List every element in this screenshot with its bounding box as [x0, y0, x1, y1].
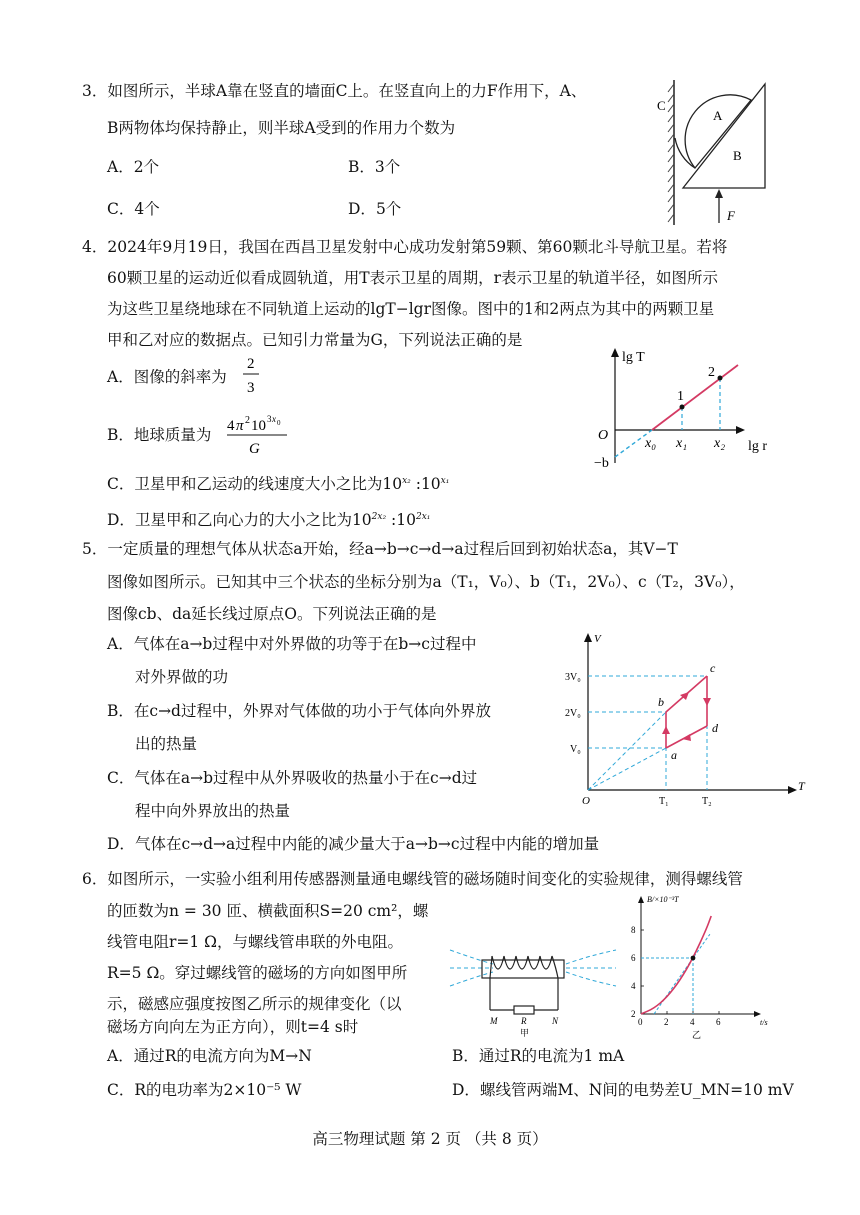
svg-text:3: 3: [267, 414, 272, 424]
q5-ylabel: V: [594, 633, 601, 645]
svg-text:10: 10: [251, 418, 266, 434]
svg-text:0: 0: [277, 419, 281, 427]
q6-stem-line-3: 线管电阻r=1 Ω，与螺线管串联的外电阻。: [107, 933, 404, 951]
q6-yi-ylabel: B/×10⁻³T: [647, 895, 679, 904]
q3-option-c: C．4个: [107, 200, 160, 218]
svg-text:G: G: [249, 441, 260, 457]
q5-label-d: d: [712, 721, 718, 735]
q3-option-d: D．5个: [348, 200, 402, 218]
svg-text:π: π: [236, 418, 244, 434]
q6-figure-yi: [625, 892, 790, 1042]
q4-option-c: C．卫星甲和乙运动的线速度大小之比为$10^{x_2}$ $:10^{x_1}$: [107, 475, 450, 494]
q4-intercept: −b: [594, 456, 609, 471]
q6-option-b: B．通过R的电流为1 mA: [452, 1047, 625, 1065]
q5-t1: T₁: [659, 796, 669, 807]
svg-text:x: x: [272, 414, 276, 424]
q6-option-a: A．通过R的电流方向为M→N: [107, 1047, 312, 1065]
q3-label-b: B: [733, 148, 742, 163]
q6-yi-xlabel: t/s: [760, 1018, 768, 1027]
q4-stem-line-2: 60颗卫星的运动近似看成圆轨道，用T表示卫星的周期，r表示卫星的轨道半径，如图所示: [107, 269, 718, 287]
q4-number: 4．: [82, 238, 108, 256]
q5-origin: O: [582, 795, 590, 807]
q5-label-c: c: [710, 661, 716, 675]
q6-figure-jia: [448, 938, 618, 1038]
q6-yi-curve: [641, 916, 711, 1014]
q6-yi-ytick-4: 4: [631, 981, 636, 991]
q6-yi-ytick-2: 2: [631, 1009, 636, 1019]
svg-text:2: 2: [245, 415, 250, 426]
q6-number: 6．: [82, 870, 108, 888]
q4-option-b: B．地球质量为: [107, 426, 212, 444]
q6-label-m: M: [490, 1016, 498, 1026]
q6-yi-ytick-6: 6: [631, 953, 636, 963]
q5-option-a: A．气体在a→b过程中对外界做的功等于在b→c过程中: [107, 635, 477, 653]
q6-yi-xtick-0: 0: [638, 1017, 643, 1027]
q4-stem-line-3: 为这些卫星绕地球在不同轨道上运动的lgT−lgr图像。图中的1和2两点为其中的两颗卫星: [107, 300, 715, 318]
q4-point-1-label: 1: [677, 389, 684, 404]
q4-stem-line-4: 甲和乙对应的数据点。已知引力常量为G，下列说法正确的是: [107, 331, 523, 349]
q4-ylabel: lg T: [622, 350, 645, 365]
q4-graph: [590, 345, 780, 475]
q3-number: 3．: [82, 82, 108, 100]
q6-option-d: D．螺线管两端M、N间的电势差U_MN=10 mV: [452, 1081, 794, 1099]
q5-option-b: B．在c→d过程中，外界对气体做的功小于气体向外界放: [107, 702, 491, 720]
q4-line: [652, 365, 738, 430]
q4-x1: x₁: [676, 436, 688, 451]
q5-v3: 3V₀: [565, 672, 581, 683]
q6-yi-caption: 乙: [692, 1030, 702, 1040]
q4-option-a-fraction: [240, 352, 264, 400]
q4-x0: x₀: [645, 436, 657, 451]
q6-caption-jia: 甲: [520, 1028, 530, 1038]
q4-option-b-fraction: [225, 410, 295, 460]
q4-point-1: [680, 405, 685, 410]
q6-yi-xtick-4: 4: [690, 1017, 695, 1027]
q6-label-n: N: [552, 1016, 559, 1026]
q5-stem-line-3: 图像cb、da延长线过原点O。下列说法正确的是: [107, 605, 437, 623]
q6-resistor: [514, 1006, 534, 1014]
svg-text:2: 2: [247, 356, 255, 372]
q6-yi-xtick-6: 6: [716, 1017, 721, 1027]
q6-yi-point-t4: [691, 956, 696, 961]
q5-t2: T₂: [702, 796, 712, 807]
q6-label-r: R: [521, 1016, 527, 1026]
q3-stem-line-2: B两物体均保持静止，则半球A受到的作用力个数为: [107, 119, 456, 137]
q4-origin: O: [598, 428, 609, 443]
q5-stem-line-1: 5．一定质量的理想气体从状态a开始，经a→b→c→d→a过程后回到初始状态a，其V−T: [82, 540, 678, 558]
q5-option-c: C．气体在a→b过程中从外界吸收的热量小于在c→d过: [107, 769, 478, 787]
q4-x2: x₂: [714, 436, 726, 451]
q5-graph: [560, 628, 810, 808]
page-footer: 高三物理试题 第 2 页 （共 8 页）: [312, 1130, 548, 1148]
q3-option-b: B．3个: [348, 158, 401, 176]
q5-v1: V₀: [570, 744, 581, 755]
q5-stem-line-2: 图像如图所示。已知其中三个状态的坐标分别为a（T₁，V₀）、b（T₁，2V₀）、c（T₂，3V₀），: [107, 573, 745, 591]
q5-option-d: D．气体在c→d→a过程中内能的减少量大于a→b→c过程中内能的增加量: [107, 835, 600, 853]
q4-point-2: [718, 376, 723, 381]
q3-stem-line-1: 3．如图所示，半球A靠在竖直的墙面C上。在竖直向上的力F作用下，A、: [82, 82, 587, 100]
q3-label-a: A: [713, 108, 723, 123]
q5-xlabel: T: [798, 779, 805, 793]
q4-option-a: A．图像的斜率为: [107, 368, 227, 386]
q6-stem-line-1: 6．如图所示，一实验小组利用传感器测量通电螺线管的磁场随时间变化的实验规律，测得螺线管: [82, 870, 743, 888]
q6-yi-ytick-8: 8: [631, 925, 636, 935]
q5-label-a: a: [671, 748, 677, 762]
svg-text:4: 4: [227, 418, 235, 434]
q4-point-2-label: 2: [708, 365, 715, 380]
q5-option-c-cont: 程中向外界放出的热量: [135, 802, 291, 820]
q6-stem-line-5: 示，磁感应强度按图乙所示的规律变化（以: [107, 995, 402, 1013]
q3-wall-label: C: [657, 98, 666, 113]
q5-option-a-cont: 对外界做的功: [135, 668, 229, 686]
q3-option-a: A．2个: [107, 158, 160, 176]
q3-force-label: F: [727, 208, 735, 223]
svg-text:3: 3: [247, 380, 255, 396]
q5-number: 5．: [82, 540, 108, 558]
q5-v2: 2V₀: [565, 708, 581, 719]
q3-wedge-b: [683, 84, 765, 188]
q4-stem-line-1: 4．2024年9月19日，我国在西昌卫星发射中心成功发射第59颗、第60颗北斗导航卫星。若将: [82, 238, 728, 256]
q4-xlabel: lg r: [748, 439, 768, 454]
q4-option-d: D．卫星甲和乙向心力的大小之比为$10^{2x_2}$ $:10^{2x_1}$: [107, 511, 431, 530]
q6-stem-line-4: R=5 Ω。穿过螺线管的磁场的方向如图甲所: [107, 964, 408, 982]
q6-stem-line-6: 磁场方向向左为正方向），则t=4 s时: [107, 1018, 359, 1036]
q6-stem-line-2: 的匝数为n = 30 匝、横截面积S=20 cm²，螺: [107, 902, 429, 920]
q6-yi-xtick-2: 2: [664, 1017, 669, 1027]
q3-figure: [655, 80, 780, 230]
q5-label-b: b: [658, 695, 664, 709]
q6-option-c: C．R的电功率为2×10⁻⁵ W: [107, 1081, 302, 1099]
q5-option-b-cont: 出的热量: [135, 735, 198, 753]
